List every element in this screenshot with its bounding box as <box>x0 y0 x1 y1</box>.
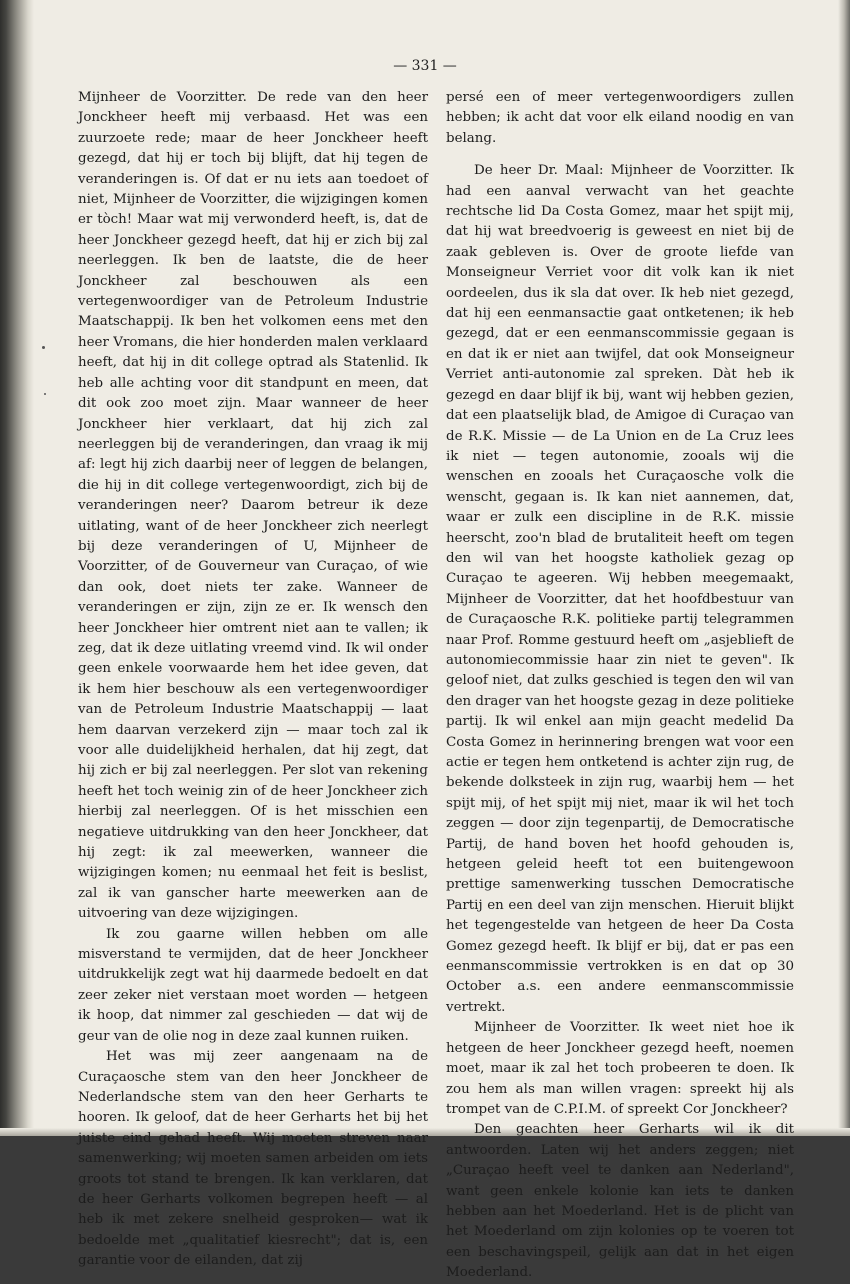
margin-mark <box>44 393 46 395</box>
paragraph: Den geachten heer Gerharts wil ik dit antwoorden. Laten wij het anders zeggen; niet „Curaçao heeft veel te danken aan Nederland", want geen enkele kolonie kan iets te danken hebben aan het Moederland. Het is de plicht van het Moederland om zijn kolonies op te voeren tot een beschavingspeil, gelijk aan dat in het eigen Moederland. <box>446 1122 794 1281</box>
left-column <box>78 88 428 1272</box>
paragraph: Het was mij zeer aangenaam na de Curaçaosche stem van den heer Jonckheer de Nederlandsche stem van den heer Gerharts te hooren. Ik geloof, dat de heer Gerharts het bij het juiste eind gehad heeft. Wij moeten streven naar samenwerking; wij moeten samen arbeiden om iets groots tot stand te brengen. Ik kan verklaren, dat de heer Gerharts volkomen begrepen heeft — al heb ik met zekere snelheid gesproken— wat ik bedoelde met „qualitatief kiesrecht"; dat is, een garantie voor de eilanden, dat zij <box>78 1049 428 1269</box>
paragraph: De heer Dr. Maal: Mijnheer de Voorzitter. Ik had een aanval verwacht van het geachte rechtsche lid Da Costa Gomez, maar het spijt mij, dat hij wat breedvoerig is geweest en niet bij de zaak gebleven is. Over de groote liefde van Monseigneur Verriet voor dit volk kan ik niet oordeelen, dus ik sla dat over. Ik heb niet gezegd, dat hij een eenmansactie gaat ontketenen; ik heb gezegd, dat er een eenmanscommissie gegaan is en dat ik er niet aan twijfel, dat ook Monseigneur Verriet anti-autonomie zal spreken. Dàt heb ik gezegd en daar blijf ik bij, want wij hebben gezien, dat een plaatselijk blad, de Amigoe di Curaçao van de R.K. Missie — de La Union en de La Cruz lees ik niet — tegen autonomie, zooals wij die wenschen en zooals het Curaçaosche volk die wenscht, gegaan is. Ik kan niet aannemen, dat, waar er zulk een discipline in de R.K. missie heerscht, zoo'n blad de brutaliteit heeft om tegen den wil van het hoogste katholiek gezag op Curaçao te ageeren. Wij hebben meegemaakt, Mijnheer de Voorzitter, dat het hoofdbestuur van de Curaçaosche R.K. politieke partij telegrammen naar Prof. Romme gestuurd heeft om „asjeblieft de autonomiecommissie haar zin niet te geven". Ik geloof niet, dat zulks geschied is tegen den wil van den drager van het hoogste gezag in deze politieke partij. Ik wil enkel aan mijn geacht medelid Da Costa Gomez in herinnering brengen wat voor een actie er tegen hem ontketend is achter zijn rug, de bekende dolksteek in zijn rug, waarbij hem — het spijt mij, of het spijt mij niet, maar ik wil het toch zeggen — door zijn tegenpartij, de Democratische Partij, de hand boven het hoofd gehouden is, hetgeen geleid heeft tot een buitengewoon prettige samenwerking tusschen Democratische Partij en een deel van zijn menschen. Hieruit blijkt het tegengestelde van hetgeen de heer Da Costa Gomez gezegd heeft. Ik blijf er bij, dat er pas een eenmanscommissie vertrokken is en dat op 30 October a.s. een andere eenmanscommissie vertrekt. <box>446 163 794 1015</box>
paragraph: Ik zou gaarne willen hebben om alle misverstand te vermijden, dat de heer Jonckheer uitdrukkelijk zegt wat hij daarmede bedoelt en dat zeer zeker niet verstaan moet worden — hetgeen ik hoop, dat nimmer zal geschieden — dat wij de geur van de olie nog in deze zaal kunnen ruiken. <box>78 926 428 1044</box>
right-column <box>446 88 794 1284</box>
page-number: — 331 — <box>393 58 457 74</box>
binding-shadow <box>0 0 34 1136</box>
paragraph: Mijnheer de Voorzitter. De rede van den heer Jonckheer heeft mij verbaasd. Het was een zuurzoete rede; maar de heer Jonckheer heeft gezegd, dat hij er toch bij blijft, dat hij tegen de veranderingen is. Of dat er nu iets aan toedoet of niet, Mijnheer de Voorzitter, die wijzigingen komen er tòch! Maar wat mij verwonderd heeft, is, dat de heer Jonckheer gezegd heeft, dat hij er zich bij zal neerleggen. Ik ben de laatste, die de heer Jonckheer zal beschouwen als een vertegenwoordiger van de Petroleum Industrie Maatschappij. Ik ben het volkomen eens met den heer Vromans, die hier honderden malen verklaard heeft, dat hij in dit college optrad als Statenlid. Ik heb alle achting voor dit standpunt en meen, dat dit ook zoo moet zijn. Maar wanneer de heer Jonckheer hier verklaart, dat hij zich zal neerleggen bij de veranderingen, dan vraag ik mij af: legt hij zich daarbij neer of leggen de belangen, die hij in dit college vertegenwoordigt, zich bij de veranderingen neer? Daarom betreur ik deze uitlating, want of de heer Jonckheer zich neerlegt bij deze veranderingen of U, Mijnheer de Voorzitter, of de Gouverneur van Curaçao, of wie dan ook, doet niets ter zake. Wanneer de veranderingen er zijn, zijn ze er. Ik wensch den heer Jonckheer hier omtrent niet aan te vallen; ik zeg, dat ik deze uitlating vreemd vind. Ik wil onder geen enkele voorwaarde hem het idee geven, dat ik hem hier beschouw als een vertegenwoordiger van de Petroleum Industrie Maatschappij — laat hem daarvan verzekerd zijn — maar toch zal ik voor alle duidelijkheid herhalen, dat hij zegt, dat hij zich er bij zal neerleggen. Per slot van rekening heeft het toch weinig zin of de heer Jonckheer zich hierbij zal neerleggen. Of is het misschien een negatieve uitdrukking van den heer Jonckheer, dat hij zegt: ik zal meewerken, wanneer die wijzigingen komen; nu eenmaal het feit is beslist, zal ik van ganscher harte meewerken aan de uitvoering van deze wijzigingen. <box>78 90 428 922</box>
page-edge-right <box>838 0 850 1136</box>
paragraph: Mijnheer de Voorzitter. Ik weet niet hoe ik hetgeen de heer Jonckheer gezegd heeft, noemen moet, maar ik zal het toch probeeren te doen. Ik zou hem als man willen vragen: spreekt hij als trompet van de C.P.I.M. of spreekt Cor Jonckheer? <box>446 1020 794 1117</box>
margin-mark <box>42 346 45 349</box>
paragraph: persé een of meer vertegenwoordigers zullen hebben; ik acht dat voor elk eiland noodig en van belang. <box>446 90 794 146</box>
